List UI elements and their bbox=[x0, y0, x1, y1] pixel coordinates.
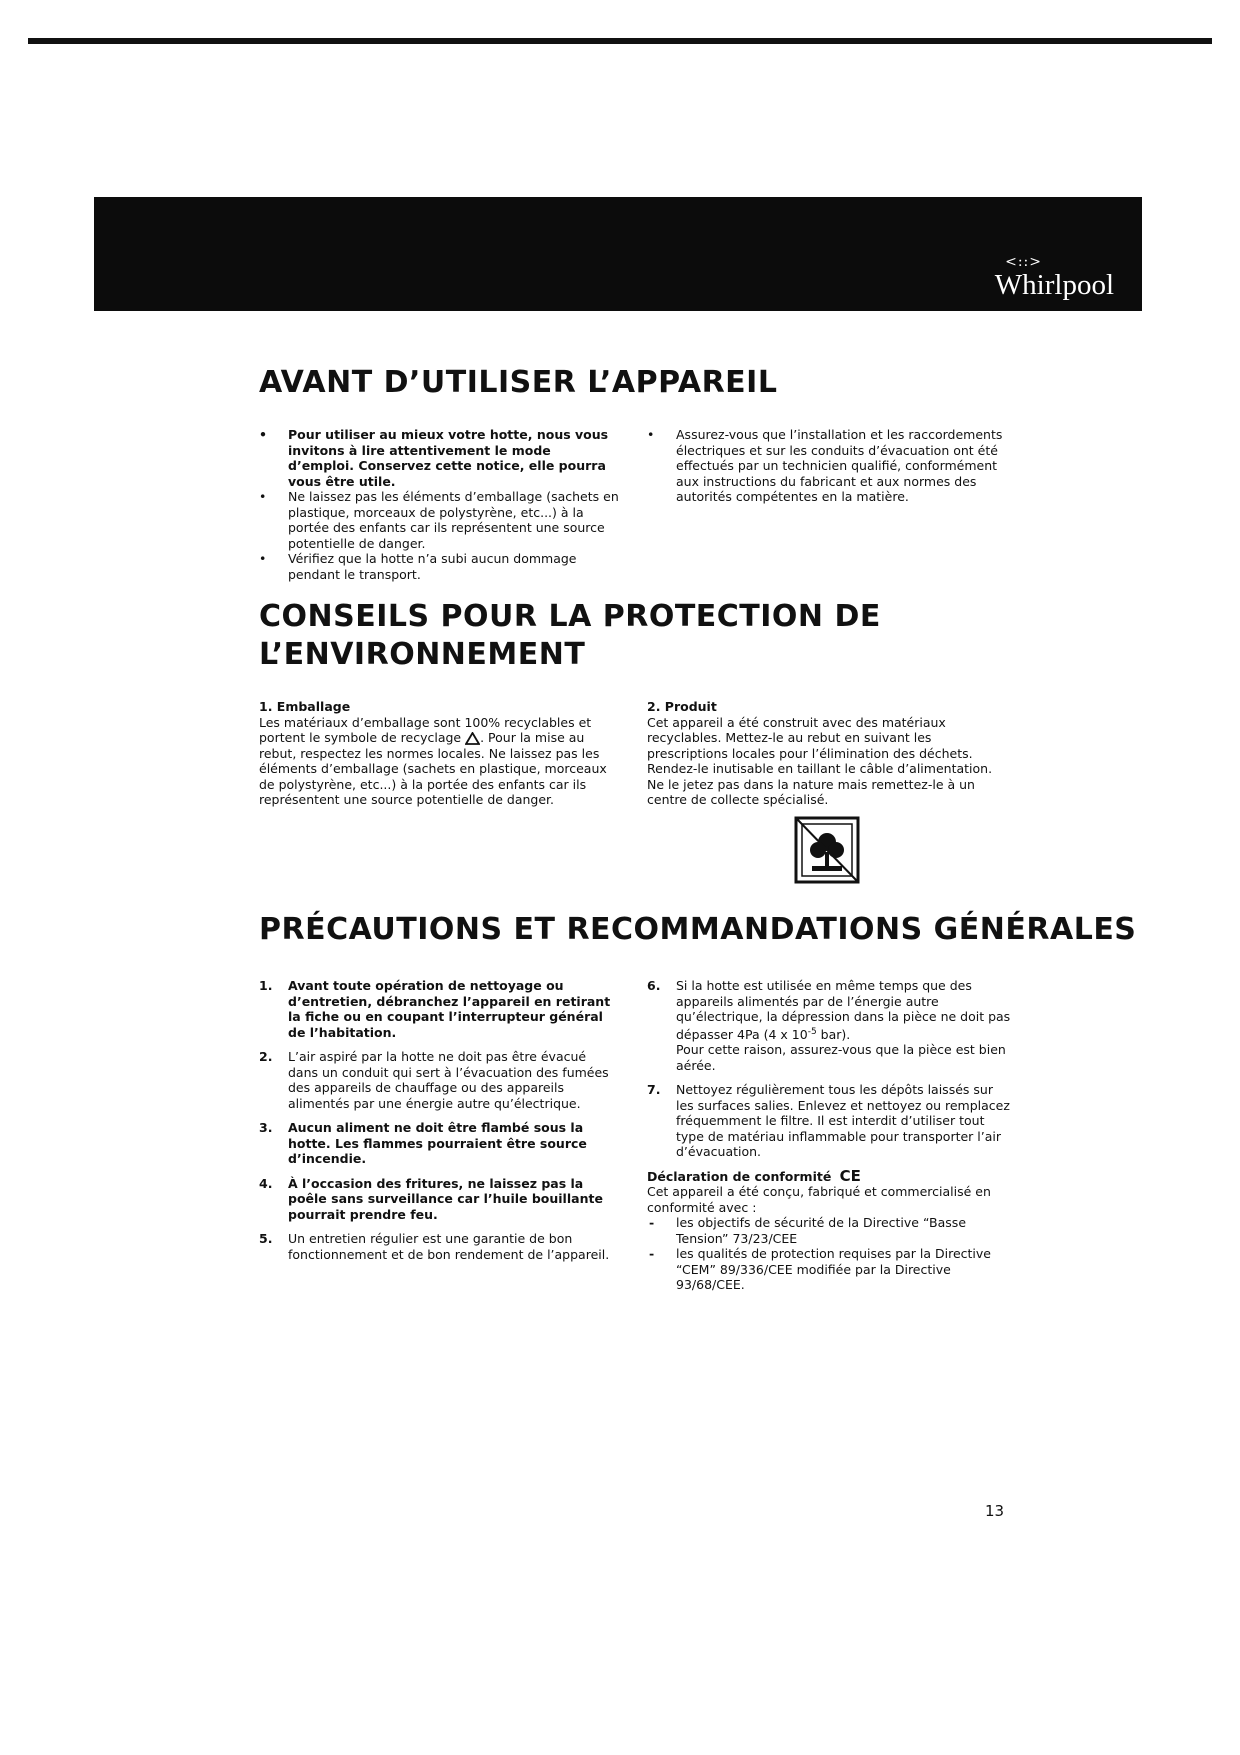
brand-name: Whirlpool bbox=[994, 269, 1114, 301]
emballage-text: Les matériaux d’emballage sont 100% recyclables et portent le symbole de recyclage . Pour la mise au rebut, respectez les normes locales. Ne laissez pas les éléments d’emballage (sachets en plastique, morceaux de polystyrène, etc...) à la portée des enfants car ils représentent une source potentielle de danger. bbox=[259, 714, 607, 807]
conformity-item: - les qualités de protection requises par la Directive “CEM” 89/336/CEE modifiée par la Directive 93/68/CEE. bbox=[647, 1246, 1012, 1293]
produit-text: Cet appareil a été construit avec des matériaux recyclables. Mettez-le au rebut en suivant les prescriptions locales pour l’élimination des déchets. Rendez-le inutisable en taillant le câble d’alimentation. Ne le jetez pas dans la nature mais remettez-le à un centre de collecte spécialisé. bbox=[647, 714, 993, 807]
ce-mark-icon: CE bbox=[839, 1166, 861, 1185]
list-item: 5. Un entretien régulier est une garantie de bon fonctionnement et de bon rendement de l’appareil. bbox=[259, 1231, 610, 1262]
list-item: 2. L’air aspiré par la hotte ne doit pas être évacué dans un conduit qui sert à l’évacuation des fumées des appareils de chauffage ou des appareils alimentés par une énergie autre qu’électrique. bbox=[259, 1049, 609, 1111]
list-item: 4. À l’occasion des fritures, ne laissez pas la poêle sans surveillance car l’huile bouillante pourrait prendre feu. bbox=[259, 1175, 603, 1222]
section-title-line: L’ENVIRONNEMENT bbox=[259, 637, 586, 672]
bullet-item: • Assurez-vous que l’installation et les raccordements électriques et sur les conduits d’évacuation ont été effectués par un technicien qualifié, conformément aux instructions du fabricant et aux normes des autorités compétentes en la matière. bbox=[647, 427, 1012, 505]
section1-right-column bbox=[647, 427, 1012, 505]
section-title-avant: AVANT D’UTILISER L’APPAREIL bbox=[259, 365, 778, 400]
conformity-intro: Cet appareil a été conçu, fabriqué et commercialisé en conformité avec : bbox=[647, 1184, 991, 1215]
list-item: 3. Aucun aliment ne doit être flambé sous la hotte. Les flammes pourraient être source d’incendie. bbox=[259, 1120, 587, 1166]
list-item: 6. Si la hotte est utilisée en même temps que des appareils alimentés par de l’énergie autre qu’électrique, la dépression dans la pièce ne doit pas dépasser 4Pa (4 x $10^{-5}$ bar). Pour cette raison, assurez-vous que la pièce est bien aérée. bbox=[647, 978, 1011, 1073]
bullet-item: • Vérifiez que la hotte n’a subi aucun dommage pendant le transport. bbox=[259, 551, 619, 582]
header-banner bbox=[94, 197, 1142, 311]
brand-mark: <::> bbox=[1005, 254, 1042, 270]
top-rule bbox=[28, 38, 1212, 44]
conformity-heading: Déclaration de conformité CE bbox=[647, 1166, 861, 1185]
recycle-triangle-icon bbox=[465, 732, 480, 745]
precautions-left-column bbox=[259, 978, 616, 1271]
list-item: 7. Nettoyez régulièrement tous les dépôts laissés sur les surfaces salies. Enlevez et nettoyez ou remplacez fréquemment le filtre. Il est interdit d’utiliser tout type de matériau inflammable pour transporter l’air d’évacuation. bbox=[647, 1082, 1010, 1160]
section1-left-column bbox=[259, 427, 619, 582]
bullet-item: • Ne laissez pas les éléments d’emballage (sachets en plastique, morceaux de polystyrène, etc...) à la portée des enfants car ils représentent une source potentielle de danger. bbox=[259, 489, 619, 551]
recycling-bin-icon bbox=[794, 816, 860, 884]
page-number: 13 bbox=[985, 1502, 1005, 1520]
section-title-conseils bbox=[259, 598, 881, 674]
section-title-precautions: PRÉCAUTIONS ET RECOMMANDATIONS GÉNÉRALES bbox=[259, 912, 1137, 947]
section-title-line: CONSEILS POUR LA PROTECTION DE bbox=[259, 599, 881, 634]
emballage-heading: 1. Emballage bbox=[259, 699, 351, 714]
produit-column bbox=[647, 699, 1012, 808]
conformity-item: - les objectifs de sécurité de la Directive “Basse Tension” 73/23/CEE bbox=[647, 1215, 1012, 1246]
produit-heading: 2. Produit bbox=[647, 699, 717, 714]
emballage-column bbox=[259, 699, 614, 808]
precautions-right-column bbox=[647, 978, 1012, 1293]
list-item: 1. Avant toute opération de nettoyage ou d’entretien, débranchez l’appareil en retirant la fiche ou en coupant l’interrupteur général de l’habitation. bbox=[259, 978, 611, 1040]
brand-logo bbox=[995, 255, 1114, 301]
bullet-item: • Pour utiliser au mieux votre hotte, nous vous invitons à lire attentivement le mode d’emploi. Conservez cette notice, elle pourra vous être utile. bbox=[259, 427, 619, 489]
